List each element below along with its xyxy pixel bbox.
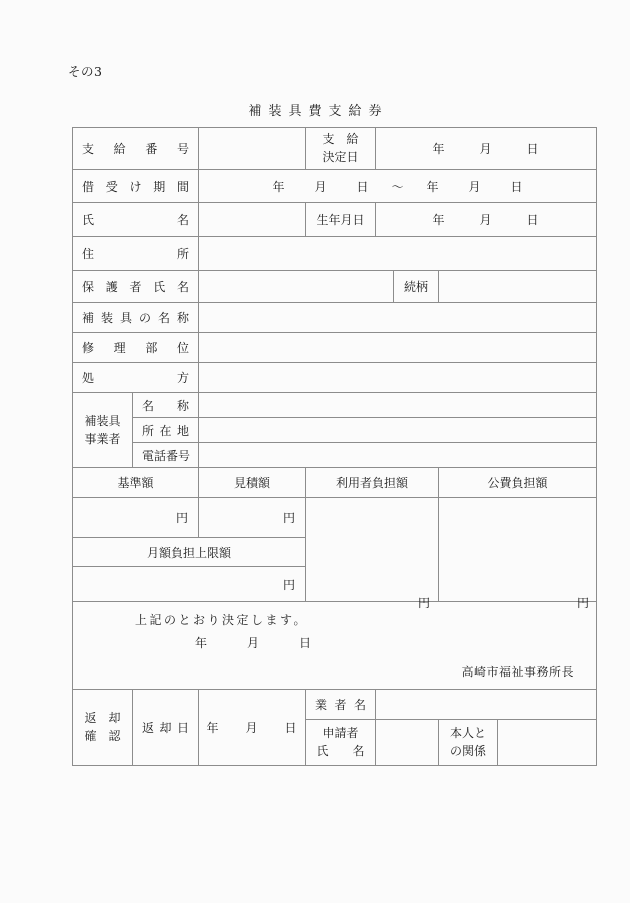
table-row [73,602,597,690]
year-token: 年 [206,721,220,735]
table-row [73,393,597,418]
table-row [73,418,597,443]
public-burden-value[interactable] [439,498,597,602]
user-burden-value[interactable] [306,498,439,602]
applicant-relation-value[interactable] [498,720,597,766]
return-confirm-label [73,690,133,766]
decision-statement: 上記のとおり決定します。 [135,613,309,627]
applicant-relation-label-line2: の関係 [450,743,487,758]
device-name-value[interactable] [199,303,597,333]
prescription-label: 処 方 [73,363,199,393]
vendor-name-value[interactable] [199,393,597,418]
relation-label: 続柄 [394,271,439,303]
vendor-phone-label: 電話番号 [133,443,199,468]
table-row [73,237,597,271]
year-token: 年 [432,213,446,227]
document-title: 補装具費支給券 [248,104,389,119]
vendor-group-label-line2: 事業者 [84,432,121,446]
table-row [73,363,597,393]
decision-date[interactable]: 年 月 日 [195,636,313,650]
table-row [73,443,597,468]
payment-number-value[interactable] [199,128,306,170]
address-label: 住 所 [73,237,199,271]
name-label: 氏 名 [73,203,199,237]
vendor-name-label: 名 称 [133,393,199,418]
supply-certificate-table [72,127,597,766]
guardian-name-label: 保護者氏名 [73,271,199,303]
month-token: 月 [314,179,327,194]
tilde-token: 〜 [391,179,404,194]
name-value[interactable] [199,203,306,237]
return-vendor-name-value[interactable] [376,690,597,720]
vendor-address-label: 所在地 [133,418,199,443]
payment-number-label: 支給番号 [73,128,199,170]
month-token-end: 月 [468,179,481,194]
user-burden-header: 利用者負担額 [306,468,439,498]
monthly-cap-header: 月額負担上限額 [73,538,306,567]
day-token-end: 日 [510,179,523,194]
table-row [73,303,597,333]
year-token: 年 [432,142,446,156]
table-row [73,498,597,538]
year-token-end: 年 [426,179,439,194]
applicant-name-value[interactable] [376,720,439,766]
repair-part-label: 修理部位 [73,333,199,363]
table-row [73,690,597,720]
estimate-amount-value[interactable]: 円 [199,498,306,538]
table-row [73,468,597,498]
lease-period-label: 借受け期間 [73,170,199,203]
prescription-value[interactable] [199,363,597,393]
relation-value[interactable] [439,271,597,303]
day-token: 日 [356,179,369,194]
payment-decision-date-label-line2: 決定日 [322,149,359,164]
day-token: 日 [526,142,540,156]
applicant-relation-label-line1: 本人と [450,726,487,741]
month-token: 月 [245,721,259,735]
standard-amount-value[interactable]: 円 [73,498,199,538]
applicant-name-label-line2: 氏 名 [316,743,365,758]
table-row [73,170,597,203]
lease-period-value[interactable] [199,170,597,203]
vendor-phone-value[interactable] [199,443,597,468]
standard-amount-header: 基準額 [73,468,199,498]
return-confirm-label-line2: 確 認 [84,728,121,743]
address-value[interactable] [199,237,597,271]
public-burden-currency-unit: 円 [577,596,590,610]
applicant-relation-label [439,720,498,766]
table-row [73,333,597,363]
estimate-amount-header: 見積額 [199,468,306,498]
decision-issuer: 高崎市福祉事務所長 [461,665,575,679]
table-row [73,128,597,170]
birthdate-label: 生年月日 [306,203,376,237]
return-date-value[interactable] [199,690,306,766]
vendor-group-label-line1: 補装具 [84,414,121,428]
return-vendor-name-label: 業者名 [306,690,376,720]
day-token: 日 [284,721,298,735]
vendor-address-value[interactable] [199,418,597,443]
return-confirm-label-line1: 返 却 [84,711,121,726]
decision-block [73,602,597,690]
monthly-cap-value[interactable]: 円 [73,567,306,602]
month-token: 月 [479,142,493,156]
public-burden-header: 公費負担額 [439,468,597,498]
payment-decision-date-value[interactable] [376,128,597,170]
applicant-name-label [306,720,376,766]
device-name-label: 補装具の名称 [73,303,199,333]
return-date-label: 返却日 [133,690,199,766]
user-burden-currency-unit: 円 [418,596,431,610]
table-row [73,271,597,303]
form-number: その3 [68,64,103,79]
payment-decision-date-label [306,128,376,170]
payment-decision-date-label-line1: 支 給 [322,132,359,147]
vendor-group-label [73,393,133,468]
day-token: 日 [526,213,540,227]
applicant-name-label-line1: 申請者 [322,726,359,741]
birthdate-value[interactable] [376,203,597,237]
repair-part-value[interactable] [199,333,597,363]
month-token: 月 [479,213,493,227]
year-token: 年 [272,179,285,194]
guardian-name-value[interactable] [199,271,394,303]
table-row [73,203,597,237]
